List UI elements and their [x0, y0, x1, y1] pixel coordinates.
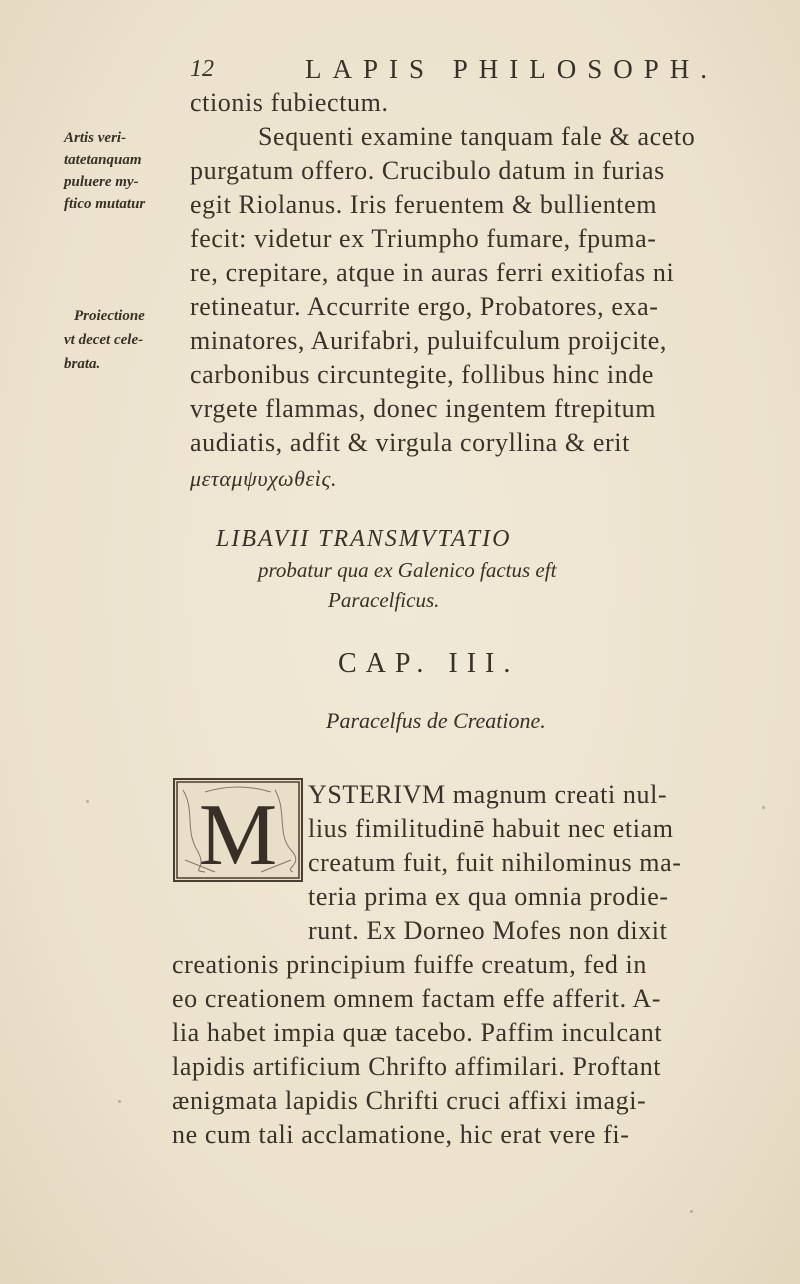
text-line: egit Riolanus. Iris feruentem & bullientem	[190, 190, 658, 219]
text-line: eo creationem omnem factam effe afferit. A-	[172, 984, 662, 1013]
section-title: LIBAVII TRANSMVTATIO	[216, 526, 512, 552]
text-line: retineatur. Accurrite ergo, Probatores, exa-	[190, 292, 659, 321]
text-line: re, crepitare, atque in auras ferri exitiofas ni	[190, 258, 675, 287]
paper-speck	[762, 806, 765, 809]
section-subtitle: Paracelficus.	[328, 588, 440, 612]
margin-note-line: Artis veri-	[64, 130, 127, 146]
initial-ornament-icon	[175, 780, 301, 880]
text-line: lius fimilitudinē habuit nec etiam	[308, 814, 674, 843]
text-line: teria prima ex qua omnia prodie-	[308, 882, 669, 911]
text-line: ne cum tali acclamatione, hic erat vere fi-	[172, 1120, 630, 1149]
text-line: vrgete flammas, donec ingentem ftrepitum	[190, 394, 657, 423]
paper-speck	[690, 1210, 693, 1213]
paper-speck	[118, 1100, 121, 1103]
margin-note-line: ftico mutatur	[64, 196, 146, 212]
text-line: ctionis fubiectum.	[190, 88, 389, 117]
text-line: creatum fuit, fuit nihilominus ma-	[308, 848, 682, 877]
text-line: ænigmata lapidis Chrifti cruci affixi imagi-	[172, 1086, 647, 1115]
page-number: 12	[190, 56, 214, 82]
text-line: creationis principium fuiffe creatum, fed in	[172, 950, 647, 979]
text-line: Sequenti examine tanquam fale & aceto	[258, 122, 696, 151]
paper-speck	[86, 800, 89, 803]
greek-word: μεταμψυχωθεὶς.	[190, 466, 338, 491]
text-line: purgatum offero. Crucibulo datum in furias	[190, 156, 665, 185]
text-line: audiatis, adfit & virgula coryllina & erit	[190, 428, 630, 457]
chapter-heading: CAP. III.	[338, 648, 520, 679]
text-line: lia habet impia quæ tacebo. Paffim inculcant	[172, 1018, 663, 1047]
margin-note-line: Proiectione	[74, 308, 145, 324]
text-line: lapidis artificium Chrifto affimilari. Proftant	[172, 1052, 662, 1081]
chapter-title: Paracelfus de Creatione.	[326, 708, 546, 733]
decorated-initial	[173, 778, 303, 882]
margin-note-line: vt decet cele-	[64, 332, 144, 348]
section-subtitle: probatur qua ex Galenico factus eft	[258, 558, 557, 582]
text-line: fecit: videtur ex Triumpho fumare, fpuma-	[190, 224, 657, 253]
running-title: LAPIS PHILOSOPH.	[305, 54, 719, 84]
initial-letter: M	[198, 787, 278, 880]
text-line: minatores, Aurifabri, puluifculum proijcite,	[190, 326, 667, 355]
text-line: runt. Ex Dorneo Mofes non dixit	[308, 916, 668, 945]
margin-note-line: puluere my-	[64, 174, 139, 190]
text-line: YSTERIVM magnum creati nul-	[308, 780, 668, 809]
text-line: carbonibus circuntegite, follibus hinc inde	[190, 360, 655, 389]
margin-note-line: tatetanquam	[64, 152, 142, 168]
margin-note-line: brata.	[64, 356, 101, 372]
